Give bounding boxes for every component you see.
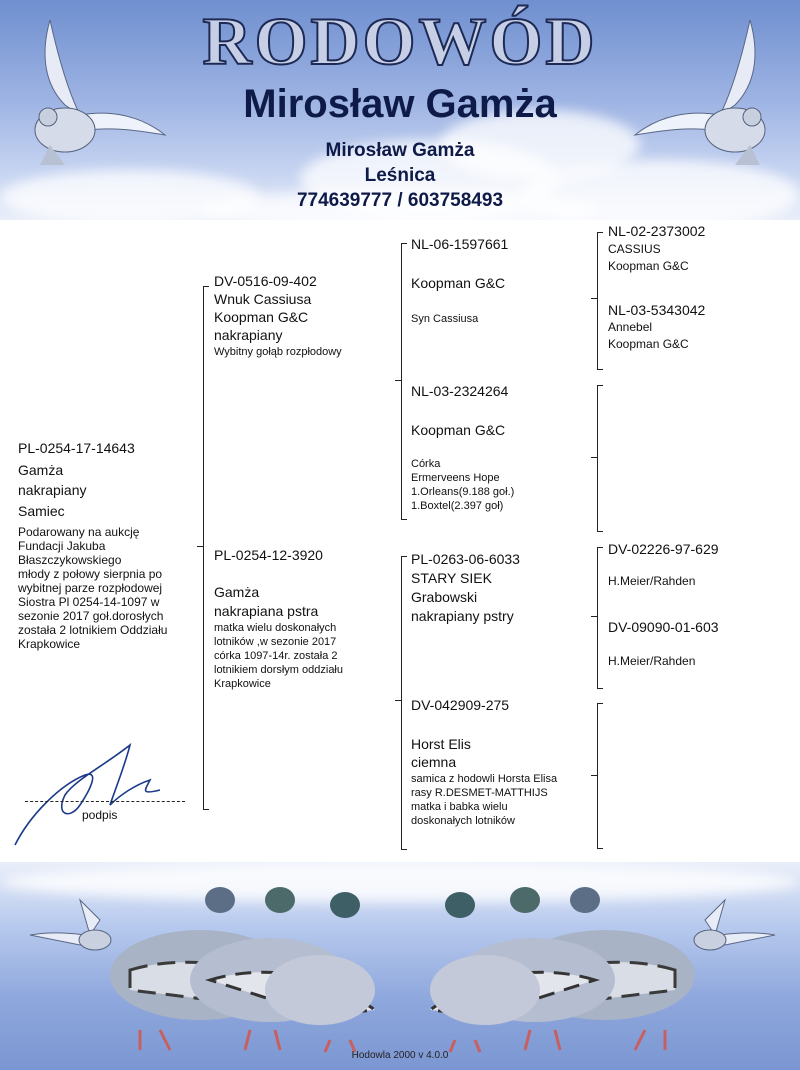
ff-ring: NL-06-1597661 bbox=[411, 236, 509, 252]
father-line: Koopman G&C bbox=[214, 309, 309, 325]
mother-line: Gamża bbox=[214, 584, 260, 600]
subject-ring: PL-0254-17-14643 bbox=[18, 440, 135, 456]
mother-note: matka wielu doskonałych bbox=[214, 622, 337, 634]
mf-line: Grabowski bbox=[411, 589, 478, 605]
signature-label: podpis bbox=[82, 808, 118, 822]
father-ring: DV-0516-09-402 bbox=[214, 273, 317, 289]
subject-sex: Samiec bbox=[18, 503, 65, 519]
subject-breeder: Gamża bbox=[18, 462, 64, 478]
pigeons-left-icon bbox=[20, 880, 380, 1055]
mm-note: rasy R.DESMET-MATTHIJS bbox=[411, 787, 548, 799]
subject-note: młody z połowy sierpnia po bbox=[18, 567, 163, 581]
breeder-name-heading: Mirosław Gamża bbox=[243, 82, 557, 126]
mother-note: lotnikiem dorsłym oddziału bbox=[214, 664, 343, 676]
mother-line: nakrapiana pstra bbox=[214, 603, 319, 619]
mother-note: Krapkowice bbox=[214, 678, 271, 690]
ff-note: Syn Cassiusa bbox=[411, 313, 479, 325]
mm-line: Horst Elis bbox=[411, 736, 471, 752]
bracket-tick bbox=[591, 457, 597, 458]
mm-note: doskonałych lotników bbox=[411, 815, 515, 827]
mm-ring: DV-042909-275 bbox=[411, 697, 510, 713]
fff-line: Koopman G&C bbox=[608, 259, 689, 273]
bracket-mm-parents bbox=[597, 703, 603, 849]
bracket-fm-parents bbox=[597, 385, 603, 532]
bracket-father-parents bbox=[401, 243, 407, 520]
mother-note: lotników ,w sezonie 2017 bbox=[214, 636, 337, 648]
mm-note: matka i babka wielu bbox=[411, 801, 508, 813]
mf-line: nakrapiany pstry bbox=[411, 608, 514, 624]
signature-mark bbox=[10, 735, 170, 850]
mfm-ring: DV-09090-01-603 bbox=[608, 619, 719, 635]
bracket-tick bbox=[395, 380, 401, 381]
mff-line: H.Meier/Rahden bbox=[608, 574, 696, 588]
owner-name: Mirosław Gamża bbox=[325, 140, 475, 161]
mf-ring: PL-0263-06-6033 bbox=[411, 551, 520, 567]
bracket-parents bbox=[203, 286, 209, 810]
fff-line: CASSIUS bbox=[608, 242, 661, 256]
fm-line: Koopman G&C bbox=[411, 422, 506, 438]
pigeons-right-icon bbox=[425, 880, 785, 1055]
mfm-line: H.Meier/Rahden bbox=[608, 654, 696, 668]
mff-ring: DV-02226-97-629 bbox=[608, 541, 719, 557]
mf-line: STARY SIEK bbox=[411, 570, 492, 586]
subject-note: wybitnej parze rozpłodowej bbox=[18, 581, 163, 595]
fm-note: 1.Boxtel(2.397 goł) bbox=[411, 500, 504, 512]
bracket-mother-parents bbox=[401, 556, 407, 850]
fm-note: 1.Orleans(9.188 goł.) bbox=[411, 486, 515, 498]
subject-note: Podarowany na aukcję bbox=[18, 525, 140, 539]
bracket-tick bbox=[591, 616, 597, 617]
subject-note: Fundacji Jakuba bbox=[18, 539, 106, 553]
mm-line: ciemna bbox=[411, 754, 457, 770]
mother-ring: PL-0254-12-3920 bbox=[214, 547, 323, 563]
ffm-line: Annebel bbox=[608, 320, 653, 334]
owner-phones: 774639777 / 603758493 bbox=[296, 190, 504, 211]
bracket-tick bbox=[395, 700, 401, 701]
father-line: Wnuk Cassiusa bbox=[214, 291, 312, 307]
subject-note: Siostra Pl 0254-14-1097 w bbox=[18, 595, 160, 609]
fm-note: Córka bbox=[411, 458, 441, 470]
father-line: nakrapiany bbox=[214, 327, 283, 343]
bracket-mf-parents bbox=[597, 547, 603, 689]
owner-city: Leśnica bbox=[364, 165, 436, 186]
father-note: Wybitny gołąb rozpłodowy bbox=[214, 346, 342, 358]
fm-ring: NL-03-2324264 bbox=[411, 383, 509, 399]
software-version: Hodowla 2000 v 4.0.0 bbox=[351, 1050, 449, 1061]
bracket-tick bbox=[591, 775, 597, 776]
bracket-tick bbox=[197, 546, 203, 547]
subject-note: sezonie 2017 goł.dorosłych bbox=[18, 609, 164, 623]
fm-note: Ermerveens Hope bbox=[411, 472, 500, 484]
bracket-ff-parents bbox=[597, 232, 603, 370]
mm-note: samica z hodowli Horsta Elisa bbox=[411, 773, 558, 785]
fff-ring: NL-02-2373002 bbox=[608, 223, 706, 239]
ffm-line: Koopman G&C bbox=[608, 337, 689, 351]
mother-note: córka 1097-14r. została 2 bbox=[214, 650, 338, 662]
ffm-ring: NL-03-5343042 bbox=[608, 302, 706, 318]
ff-line: Koopman G&C bbox=[411, 275, 506, 291]
subject-color: nakrapiany bbox=[18, 482, 87, 498]
subject-note: została 2 lotnikiem Oddziału bbox=[18, 623, 168, 637]
subject-note: Krapkowice bbox=[18, 637, 81, 651]
subject-note: Błaszczykowskiego bbox=[18, 553, 122, 567]
bracket-tick bbox=[591, 298, 597, 299]
signature-line bbox=[25, 801, 185, 802]
document-title: RODOWÓD bbox=[202, 3, 598, 79]
